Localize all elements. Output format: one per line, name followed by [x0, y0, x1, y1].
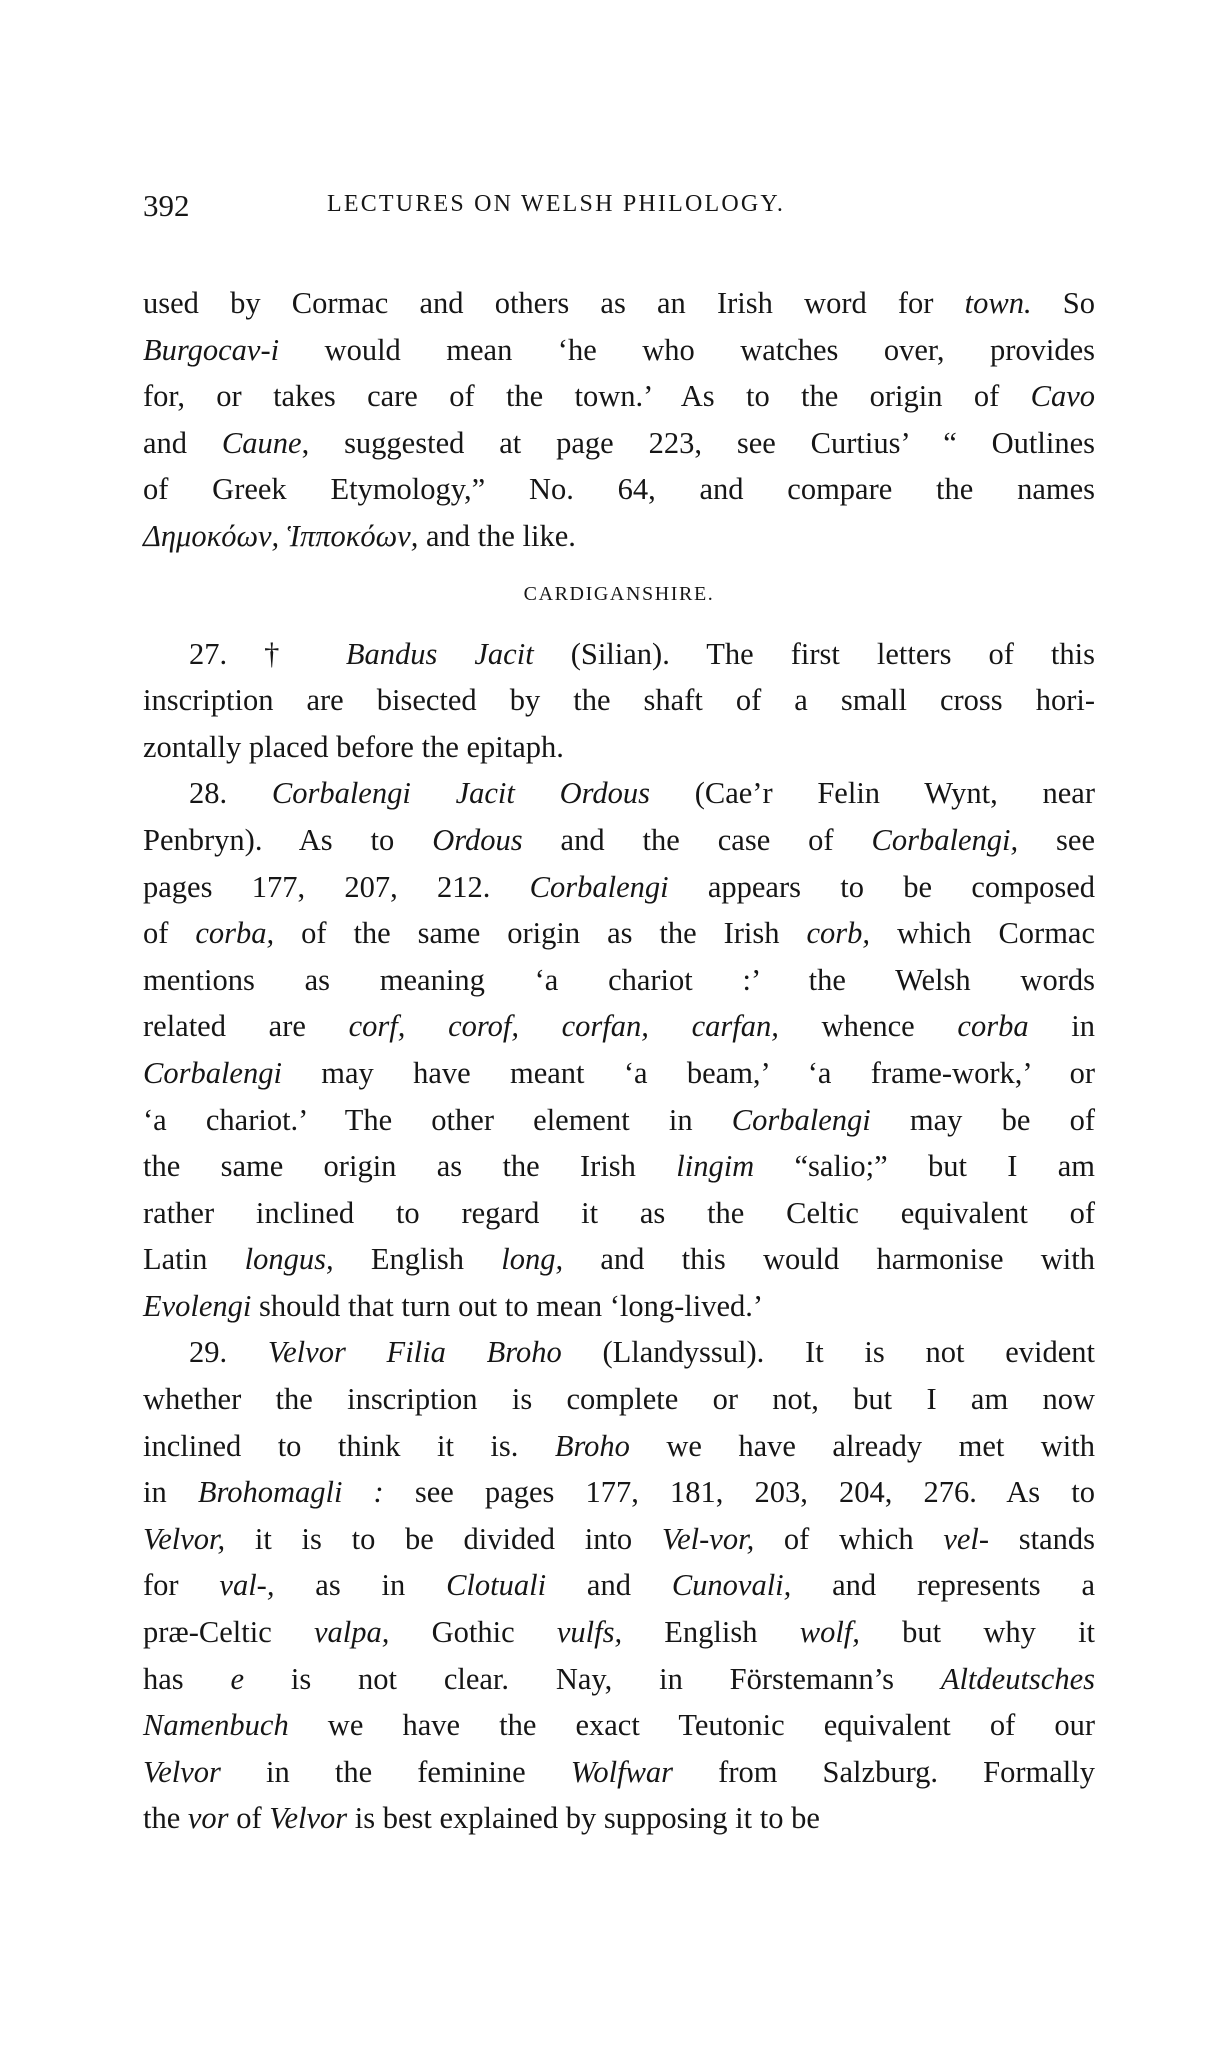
text-segment: we have the exact Teutonic equivalent of our	[288, 1708, 1095, 1743]
text-line	[143, 1656, 1095, 1703]
section-heading: CARDIGANSHIRE.	[523, 582, 715, 605]
italic-text: Wolfwar	[570, 1754, 674, 1789]
italic-text: Burgocav-i	[143, 332, 280, 367]
running-title: LECTURES ON WELSH PHILOLOGY.	[327, 191, 786, 217]
italic-text: Δημοκόων, Ἱπποκόων,	[143, 518, 419, 553]
italic-text: vulfs,	[556, 1615, 623, 1650]
text-segment: of	[143, 916, 196, 951]
text-line	[143, 1329, 1095, 1376]
paragraph	[143, 280, 1095, 560]
page-header	[143, 188, 1095, 232]
text-segment: pages 177, 207, 212.	[143, 869, 530, 904]
text-segment: it is to be divided into	[225, 1521, 662, 1556]
text-segment: whether the inscription is complete or not, but I am now	[143, 1382, 1095, 1417]
text-line	[143, 1423, 1095, 1470]
text-line	[143, 1143, 1095, 1190]
text-segment: but why it	[859, 1615, 1096, 1650]
text-line	[143, 466, 1095, 513]
italic-text: Namenbuch	[143, 1708, 289, 1743]
text-line	[143, 1469, 1095, 1516]
text-segment: related are	[143, 1009, 349, 1044]
text-segment: (Cae’r Felin Wynt, near	[649, 776, 1096, 811]
italic-text: Evolengi	[143, 1288, 252, 1323]
text-segment: , suggested at page 223, see Curtius’ “ Outlines	[301, 425, 1095, 460]
text-line	[143, 1050, 1095, 1097]
italic-text: corba	[957, 1009, 1029, 1044]
text-segment: of the same origin as the Irish	[274, 916, 807, 951]
text-line	[143, 631, 1095, 678]
text-segment: should that turn out to mean ‘long-lived.’	[251, 1288, 764, 1323]
paragraph	[143, 1329, 1095, 1842]
italic-text: e	[230, 1661, 245, 1696]
italic-text: corba,	[195, 916, 275, 951]
text-segment: of	[228, 1801, 270, 1836]
italic-text: Ordous	[432, 822, 523, 857]
text-segment: (Llandyssul). It is not evident	[561, 1335, 1096, 1370]
text-segment: appears to be composed	[668, 869, 1095, 904]
italic-text: town.	[964, 286, 1032, 320]
text-segment: in the feminine	[220, 1754, 571, 1789]
italic-text: Cunovali,	[671, 1568, 792, 1603]
text-segment: for, or takes care of the town.’ As to the origin of	[143, 379, 1031, 414]
text-line	[143, 1795, 1095, 1842]
italic-text: valpa,	[313, 1615, 390, 1650]
text-segment: from Salzburg. Formally	[673, 1754, 1095, 1789]
text-segment: inscription are bisected by the shaft of a small cross hori-	[143, 683, 1095, 718]
text-line	[143, 1097, 1095, 1144]
text-segment: Latin	[143, 1242, 245, 1277]
text-line	[143, 280, 1095, 327]
text-line	[143, 373, 1095, 420]
text-segment: has	[143, 1661, 231, 1696]
text-segment: English	[333, 1242, 502, 1277]
text-segment: inclined to think it is.	[143, 1428, 555, 1463]
text-line	[143, 724, 1095, 771]
italic-text: corb,	[806, 916, 871, 951]
text-segment: and represents a	[791, 1568, 1095, 1603]
text-segment: (Silian). The first letters of this	[533, 636, 1095, 671]
text-line	[143, 1190, 1095, 1237]
text-line	[143, 1516, 1095, 1563]
italic-text: Corbalengi Jacit Ordous	[271, 776, 650, 811]
text-segment: and the case of	[522, 822, 872, 857]
text-segment: and	[546, 1568, 672, 1603]
italic-text: Velvor	[143, 1754, 221, 1789]
text-line	[143, 864, 1095, 911]
text-line	[143, 677, 1095, 724]
italic-text: val-,	[219, 1568, 275, 1603]
text-line	[143, 1749, 1095, 1796]
italic-text: Bandus Jacit	[345, 636, 534, 671]
text-segment: Gothic	[389, 1615, 557, 1650]
text-segment: “salio;” but I am	[754, 1149, 1096, 1184]
italic-text: Vel-vor,	[661, 1521, 755, 1556]
italic-text: longus,	[244, 1242, 334, 1277]
text-segment: Penbryn). As to	[143, 822, 433, 857]
italic-text: Brohomagli :	[197, 1475, 384, 1510]
text-segment: So	[1031, 286, 1095, 320]
italic-text: Corbalengi	[529, 869, 669, 904]
text-segment: may have meant ‘a beam,’ ‘a frame-work,’ or	[281, 1055, 1095, 1090]
text-segment: would mean ‘he who watches over, provides	[279, 332, 1095, 367]
text-segment: 29.	[189, 1335, 268, 1370]
text-line	[143, 513, 1095, 560]
italic-text: long,	[501, 1242, 564, 1277]
text-line	[143, 420, 1095, 467]
text-line	[143, 1609, 1095, 1656]
text-line	[143, 957, 1095, 1004]
text-line	[143, 817, 1095, 864]
text-segment: is best explained by supposing it to be	[347, 1801, 820, 1836]
text-line	[143, 770, 1095, 817]
italic-text: Corbalengi,	[871, 822, 1019, 857]
italic-text: Velvor	[269, 1801, 348, 1836]
text-segment: whence	[778, 1009, 958, 1044]
text-line	[143, 910, 1095, 957]
text-segment: may be of	[870, 1102, 1095, 1137]
text-line	[143, 327, 1095, 374]
page-number: 392	[143, 188, 190, 223]
italic-text: Clotuali	[446, 1568, 547, 1603]
text-segment: is not clear. Nay, in Förstemann’s	[244, 1661, 941, 1696]
text-segment: ‘a chariot.’ The other element in	[143, 1102, 732, 1137]
page-body	[143, 280, 1095, 1842]
italic-text: wolf,	[799, 1615, 860, 1650]
italic-text: Altdeutsches	[940, 1661, 1095, 1696]
text-line	[143, 1376, 1095, 1423]
text-line	[143, 1003, 1095, 1050]
italic-text: lingim	[676, 1149, 755, 1184]
italic-text: Velvor,	[143, 1521, 226, 1556]
text-segment: of Greek Etymology,” No. 64, and compare the names	[143, 472, 1095, 507]
text-segment: mentions as meaning ‘a chariot :’ the Welsh words	[143, 962, 1095, 997]
paragraph	[143, 770, 1095, 1329]
italic-text: Velvor Filia Broho	[267, 1335, 562, 1370]
text-line	[143, 1283, 1095, 1330]
italic-text: Broho	[554, 1428, 630, 1463]
italic-text: vel-	[943, 1521, 990, 1556]
text-segment: 27. †	[189, 636, 346, 671]
text-segment: we have already met with	[629, 1428, 1095, 1463]
text-segment: rather inclined to regard it as the Celtic equivalent of	[143, 1195, 1095, 1230]
text-segment: see pages 177, 181, 203, 204, 276. As to	[383, 1475, 1095, 1510]
text-segment: and this would harmonise with	[563, 1242, 1095, 1277]
text-segment: used by Cormac and others as an Irish word for	[143, 286, 965, 320]
text-segment: and	[143, 425, 222, 460]
text-segment: see	[1018, 822, 1095, 857]
text-segment: in	[143, 1475, 198, 1510]
text-segment: zontally placed before the epitaph.	[143, 729, 564, 764]
text-segment: stands	[989, 1521, 1095, 1556]
text-segment: of which	[754, 1521, 944, 1556]
text-segment: English	[622, 1615, 800, 1650]
text-segment: which Cormac	[870, 916, 1095, 951]
text-segment: the same origin as the Irish	[143, 1149, 677, 1184]
italic-text: Corbalengi	[731, 1102, 871, 1137]
text-line	[143, 1236, 1095, 1283]
italic-text: Caune	[221, 425, 302, 460]
italic-text: Corbalengi	[143, 1055, 282, 1090]
text-segment: the	[143, 1801, 188, 1836]
text-segment: in	[1028, 1009, 1096, 1044]
text-segment: præ-Celtic	[143, 1615, 314, 1650]
text-line	[143, 1562, 1095, 1609]
text-line	[143, 1702, 1095, 1749]
italic-text: Cavo	[1030, 379, 1095, 414]
text-segment: as in	[274, 1568, 447, 1603]
text-segment: 28.	[189, 776, 272, 811]
italic-text: vor	[187, 1801, 229, 1836]
text-segment: and the like.	[418, 518, 576, 553]
italic-text: corf, corof, corfan, carfan,	[348, 1009, 779, 1044]
text-segment: for	[143, 1568, 220, 1603]
paragraph	[143, 631, 1095, 771]
